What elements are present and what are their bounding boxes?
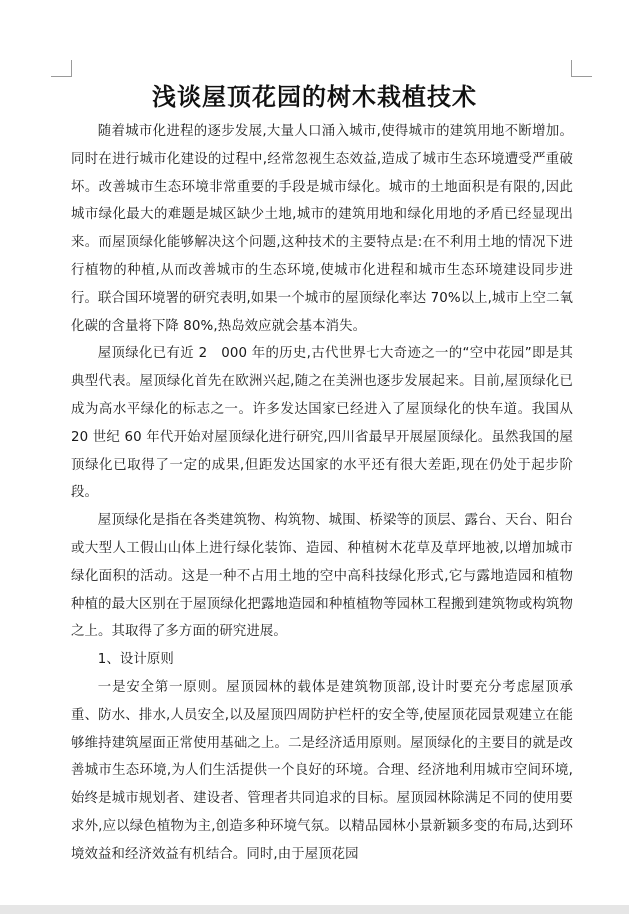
document-title: 浅谈屋顶花园的树木栽植技术 bbox=[152, 83, 477, 111]
section-heading-design-principles: 1、设计原则 bbox=[97, 652, 174, 668]
page-bottom-edge bbox=[0, 905, 629, 914]
paragraph-history: 屋顶绿化已有近 2 000 年的历史,古代世界七大奇迹之一的“空中花园”即是其典型代表。屋顶绿化首先在欧洲兴起,随之在美洲也逐步发展起来。目前,屋顶绿化已成为高水平绿化的标志之一。许多发达国家已经进入了屋顶绿化的快车道。我国从 20 世纪 60 年代开始对屋顶绿化进行研究,四川省最早开展屋顶绿化。虽然我国的屋顶绿化已取得了一定的成果,但距发达国家的水平还有很大差距,现在仍处于起步阶段。 bbox=[71, 346, 573, 501]
page-corner-mark-top-right bbox=[571, 60, 592, 77]
page-corner-mark-top-left bbox=[51, 60, 72, 77]
document-body bbox=[71, 118, 573, 869]
paragraph-definition: 屋顶绿化是指在各类建筑物、构筑物、城围、桥梁等的顶层、露台、天台、阳台或大型人工假山山体上进行绿化装饰、造园、种植树木花草及草坪地被,以增加城市绿化面积的活动。这是一种不占用土地的空中高科技绿化形式,它与露地造园和植物种植的最大区别在于屋顶绿化把露地造园和种植植物等园林工程搬到建筑物或构筑物之上。其取得了多方面的研究进展。 bbox=[71, 513, 573, 640]
paragraph-principles: 一是安全第一原则。屋顶园林的载体是建筑物顶部,设计时要充分考虑屋顶承重、防水、排水,人员安全,以及屋顶四周防护栏杆的安全等,使屋顶花园景观建立在能够维持建筑屋面正常使用基础之上。二是经济适用原则。屋顶绿化的主要目的就是改善城市生态环境,为人们生活提供一个良好的环境。合理、经济地利用城市空间环境,始终是城市规划者、建设者、管理者共同追求的目标。屋顶园林除满足不同的使用要求外,应以绿色植物为主,创造多种环境气氛。以精品园林小景新颖多变的布局,达到环境效益和经济效益有机结合。同时,由于屋顶花园 bbox=[71, 679, 573, 862]
paragraph-intro: 随着城市化进程的逐步发展,大量人口涌入城市,使得城市的建筑用地不断增加。同时在进行城市化建设的过程中,经常忽视生态效益,造成了城市生态环境遭受严重破坏。改善城市生态环境非常重要的手段是城市绿化。城市的土地面积是有限的,因此城市绿化最大的难题是城区缺少土地,城市的建筑用地和绿化用地的矛盾已经显现出来。而屋顶绿化能够解决这个问题,这种技术的主要特点是:在不利用土地的情况下进行植物的种植,从而改善城市的生态环境,使城市化进程和城市生态环境建设同步进行。联合国环境署的研究表明,如果一个城市的屋顶绿化率达 70%以上,城市上空二氧化碳的含量将下降 80%,热岛效应就会基本消失。 bbox=[71, 124, 573, 334]
